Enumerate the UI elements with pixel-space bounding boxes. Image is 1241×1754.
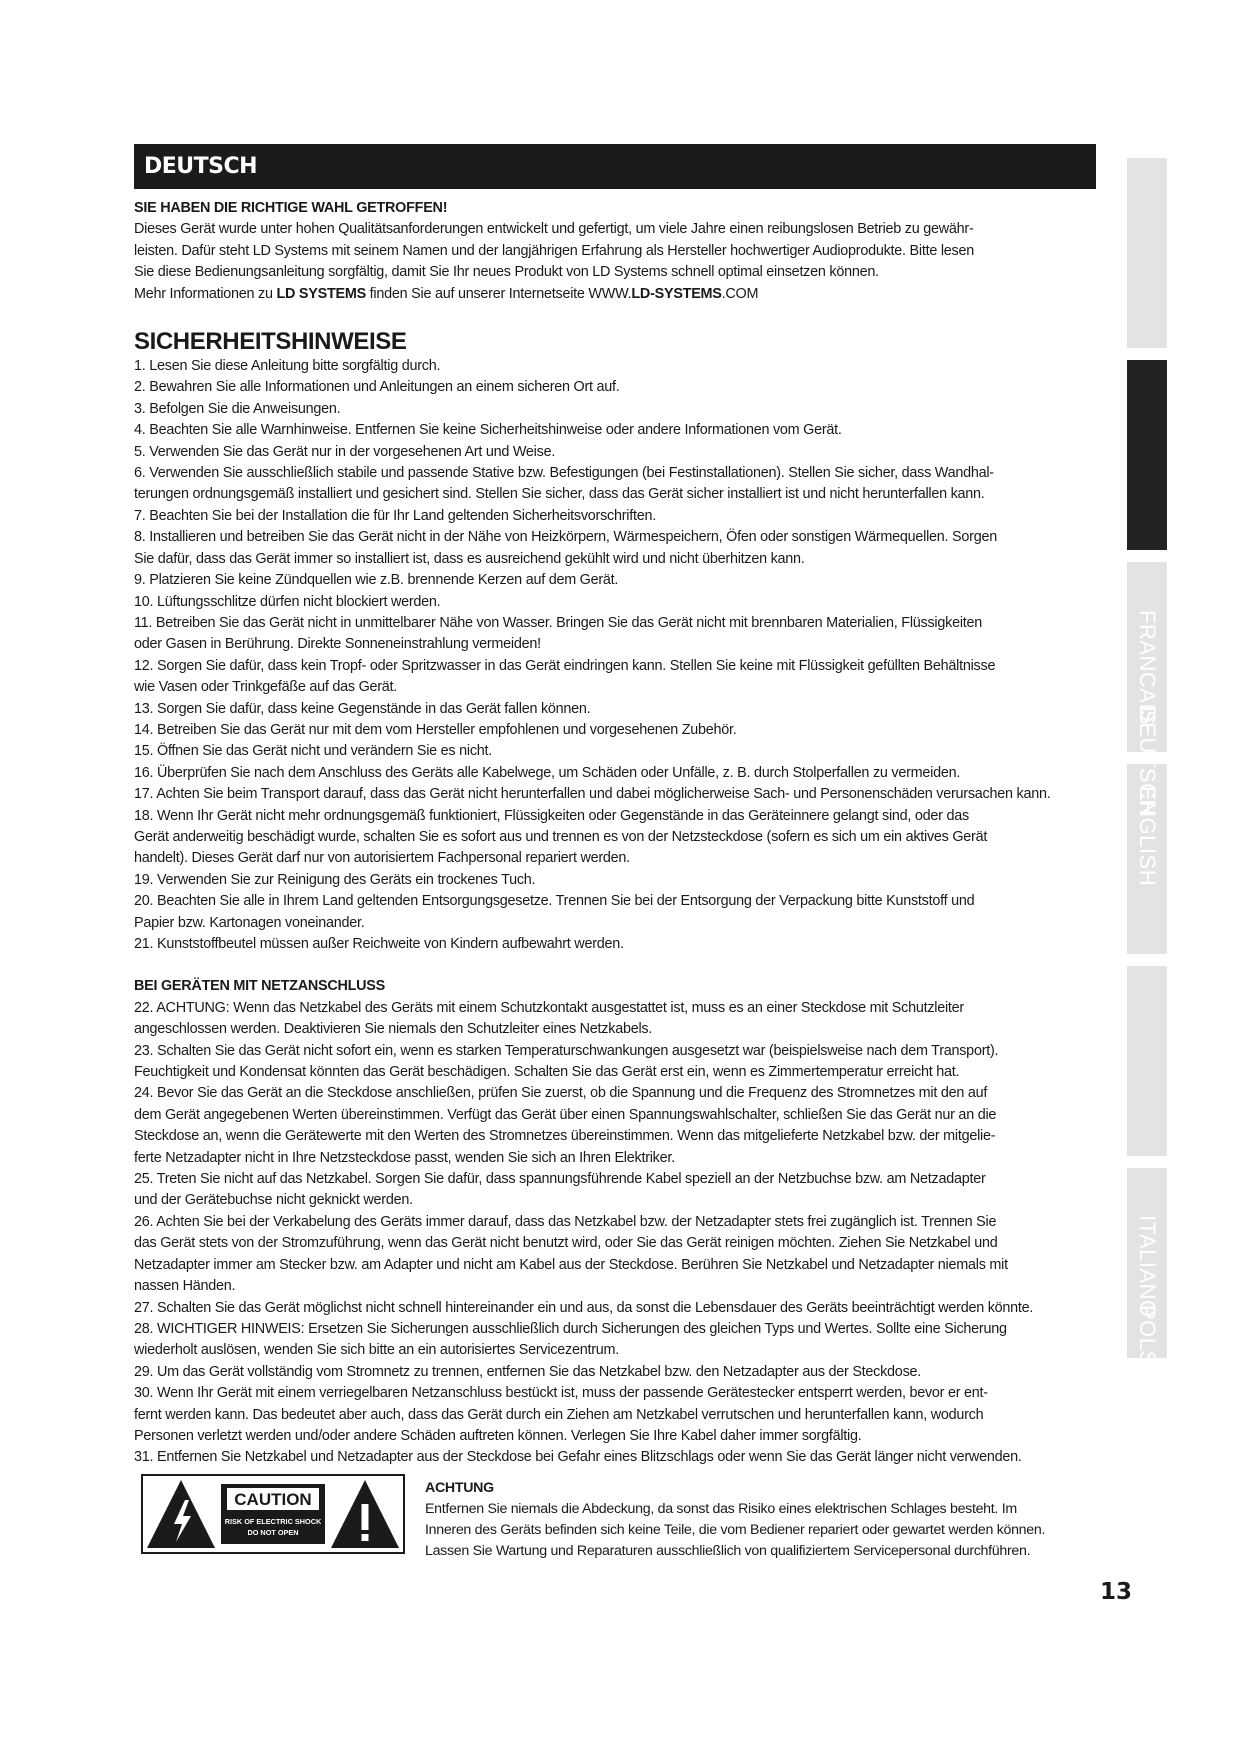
safety-line: 5. Verwenden Sie das Gerät nur in der vorgesehenen Art und Weise. — [134, 443, 556, 460]
mains-line: 31. Entfernen Sie Netzkabel und Netzadapter aus der Steckdose bei Gefahr eines Blitzschlags oder wenn Sie das Gerät länger nicht verwenden. — [134, 1449, 1022, 1466]
caution-line2: DO NOT OPEN — [247, 1528, 299, 1537]
safety-line: 11. Betreiben Sie das Gerät nicht in unmittelbarer Nähe von Wasser. Bringen Sie das Gerät nicht mit brennbaren Materialien, Flüssigkeiten — [134, 614, 983, 631]
safety-line: Gerät anderweitig beschädigt wurde, schalten Sie es sofort aus und trennen es von der Netzsteckdose (sofern es sich um ein aktives Gerät — [134, 828, 988, 845]
mains-line: wiederholt auslösen, wenden Sie sich bitte an ein autorisiertes Servicezentrum. — [134, 1342, 619, 1359]
caution-line1: RISK OF ELECTRIC SHOCK — [224, 1517, 322, 1526]
website-domain[interactable]: LD-SYSTEMS — [631, 285, 722, 302]
mains-line: 22. ACHTUNG: Wenn das Netzkabel des Geräts mit einem Schutzkontakt ausgestattet ist, muss es an einer Steckdose mit Schutzleiter — [134, 999, 964, 1016]
mains-line: und der Gerätebuchse nicht geknickt werden. — [134, 1192, 413, 1209]
safety-line: terungen ordnungsgemäß installiert und gesichert sind. Stellen Sie sicher, dass das Gerät sicher installiert ist und nicht herunterfallen kann. — [134, 486, 985, 503]
safety-line: 1. Lesen Sie diese Anleitung bitte sorgfältig durch. — [134, 358, 441, 375]
safety-line: 17. Achten Sie beim Transport darauf, dass das Gerät nicht herunterfallen und dabei möglicherweise Sach- und Personenschäden verursachen kann. — [134, 786, 1051, 803]
more-info-prefix: Mehr Informationen zu — [134, 285, 277, 302]
safety-line: oder Gasen in Berührung. Direkte Sonneneinstrahlung vermeiden! — [134, 636, 541, 653]
intro-paragraph — [134, 219, 1100, 305]
safety-line: 15. Öffnen Sie das Gerät nicht und verändern Sie es nicht. — [134, 743, 493, 760]
safety-line: Sie dafür, dass das Gerät immer so installiert ist, dass es ausreichend gekühlt wird und nicht überhitzen kann. — [134, 550, 805, 567]
safety-line: 4. Beachten Sie alle Warnhinweise. Entfernen Sie keine Sicherheitshinweise oder andere Informationen vom Gerät. — [134, 422, 842, 439]
language-header: DEUTSCH — [134, 144, 1096, 189]
mains-line: Netzadapter immer am Stecker bzw. am Adapter und nicht am Kabel aus der Steckdose. Berühren Sie Netzkabel und Netzadapter niemals mit — [134, 1256, 1008, 1273]
mains-line: 28. WICHTIGER HINWEIS: Ersetzen Sie Sicherungen ausschließlich durch Sicherungen des gleichen Typs und Wertes. Sollte eine Sicherung — [134, 1320, 1007, 1337]
mains-line: Personen verletzt werden und/oder andere Schäden auftreten können. Verlegen Sie Ihre Kabel daher immer sorgfältig. — [134, 1427, 862, 1444]
intro-heading: SIE HABEN DIE RICHTIGE WAHL GETROFFEN! — [134, 200, 448, 216]
achtung-heading: ACHTUNG — [425, 1480, 494, 1496]
intro-line: leisten. Dafür steht LD Systems mit seinem Namen und der langjährigen Erfahrung als Hersteller hochwertiger Audioprodukte. Bitte lesen — [134, 242, 974, 259]
safety-line: 19. Verwenden Sie zur Reinigung des Geräts ein trockenes Tuch. — [134, 871, 536, 888]
mains-line: Steckdose an, wenn die Gerätewerte mit den Werten des Stromnetzes übereinstimmen. Wenn das mitgelieferte Netzkabel bzw. der mitgelie- — [134, 1128, 996, 1145]
tab-deutsch[interactable] — [1127, 360, 1167, 550]
mains-line: 24. Bevor Sie das Gerät an die Steckdose anschließen, prüfen Sie zuerst, ob die Spannung und die Frequenz des Stromnetzes mit den auf — [134, 1085, 988, 1102]
tab-english[interactable] — [1127, 158, 1167, 348]
main-content — [134, 198, 1100, 1469]
mains-line: angeschlossen werden. Deaktivieren Sie niemals den Schutzleiter eines Netzkabels. — [134, 1021, 653, 1038]
safety-line: 12. Sorgen Sie dafür, dass kein Tropf- oder Spritzwasser in das Gerät eindringen kann. Stellen Sie keine mit Flüssigkeit gefüllten Behältnisse — [134, 657, 996, 674]
safety-line: 10. Lüftungsschlitze dürfen nicht blockiert werden. — [134, 593, 441, 610]
section-title-safety: SICHERHEITSHINWEISE — [134, 328, 407, 356]
achtung-block — [425, 1478, 1105, 1562]
mains-line: 26. Achten Sie bei der Verkabelung des Geräts immer darauf, dass das Netzkabel bzw. der Netzadapter stets frei zugänglich ist. Trennen Sie — [134, 1213, 997, 1230]
achtung-line: Lassen Sie Wartung und Reparaturen ausschließlich von qualifiziertem Servicepersonal durchführen. — [425, 1543, 1031, 1559]
safety-line: handelt). Dieses Gerät darf nur von autorisiertem Fachpersonal repariert werden. — [134, 850, 630, 867]
brand-name: LD SYSTEMS — [276, 285, 366, 302]
mains-line: 25. Treten Sie nicht auf das Netzkabel. Sorgen Sie dafür, dass spannungsführende Kabel speziell an der Netzbuchse bzw. am Netzadapter — [134, 1171, 986, 1188]
mains-line: fernt werden kann. Das bedeutet aber auch, dass das Gerät durch ein Ziehen am Netzkabel verrutschen und herunterfallen kann, wodurch — [134, 1406, 984, 1423]
mains-line: 30. Wenn Ihr Gerät mit einem verriegelbaren Netzanschluss bestückt ist, muss der passende Gerätestecker entsperrt werden, bevor er ent- — [134, 1385, 988, 1402]
safety-list — [134, 356, 1100, 955]
safety-line: 6. Verwenden Sie ausschließlich stabile und passende Stative bzw. Befestigungen (bei Festinstallationen). Stellen Sie sicher, dass Wandhal- — [134, 465, 994, 482]
mains-line: 27. Schalten Sie das Gerät möglichst nicht schnell hintereinander ein und aus, da sonst die Lebensdauer des Geräts beeinträchtigt werden könnte. — [134, 1299, 1034, 1316]
safety-line: 2. Bewahren Sie alle Informationen und Anleitungen an einem sicheren Ort auf. — [134, 379, 620, 396]
mains-list — [134, 998, 1100, 1469]
mains-line: das Gerät stets von der Stromzuführung, wenn das Gerät nicht benutzt wird, oder Sie das Gerät reinigen möchten. Ziehen Sie Netzkabel und — [134, 1235, 998, 1252]
safety-line: 21. Kunststoffbeutel müssen außer Reichweite von Kindern aufbewahrt werden. — [134, 936, 624, 952]
intro-line: Sie diese Bedienungsanleitung sorgfältig, damit Sie Ihr neues Produkt von LD Systems schnell optimal einsetzen können. — [134, 264, 879, 281]
intro-line: Dieses Gerät wurde unter hohen Qualitätsanforderungen entwickelt und gefertigt, um viele Jahre einen reibungslosen Betrieb zu gewähr- — [134, 221, 974, 238]
more-info-line — [134, 284, 1100, 305]
safety-line: 8. Installieren und betreiben Sie das Gerät nicht in der Nähe von Heizkörpern, Wärmespeichern, Öfen oder sonstigen Wärmequellen. Sorgen — [134, 529, 997, 546]
mains-line: 29. Um das Gerät vollständig vom Stromnetz zu trennen, entfernen Sie das Netzkabel bzw. den Netzadapter aus der Steckdose. — [134, 1363, 922, 1380]
achtung-line: Entfernen Sie niemals die Abdeckung, da sonst das Risiko eines elektrischen Schlages besteht. Im — [425, 1501, 1017, 1517]
safety-line: 13. Sorgen Sie dafür, dass keine Gegenstände in das Gerät fallen können. — [134, 700, 591, 717]
mains-heading: BEI GERÄTEN MIT NETZANSCHLUSS — [134, 978, 385, 995]
website-suffix: .COM — [721, 285, 759, 302]
safety-line: Papier bzw. Kartonagen voneinander. — [134, 914, 365, 931]
achtung-line: Inneren des Geräts befinden sich keine Teile, die vom Bediener repariert oder gewartet werden können. — [425, 1522, 1046, 1538]
mains-line: Feuchtigkeit und Kondensat könnten das Gerät beschädigen. Schalten Sie das Gerät erst ein, wenn es Zimmertemperatur erreicht hat. — [134, 1064, 960, 1081]
safety-line: 20. Beachten Sie alle in Ihrem Land geltenden Entsorgungsgesetze. Trennen Sie bei der Entsorgung der Verpackung bitte Kunststoff und — [134, 893, 975, 910]
safety-line: 3. Befolgen Sie die Anweisungen. — [134, 400, 341, 417]
caution-title: CAUTION — [234, 1490, 312, 1509]
page-number: 13 — [1099, 1579, 1132, 1605]
safety-line: 18. Wenn Ihr Gerät nicht mehr ordnungsgemäß funktioniert, Flüssigkeiten oder Gegenstände in das Geräteinnere gelangt sind, oder das — [134, 807, 969, 824]
more-info-mid: finden Sie auf unserer Internetseite WWW. — [365, 285, 632, 302]
safety-line: wie Vasen oder Trinkgefäße auf das Gerät. — [134, 679, 398, 696]
mains-line: nassen Händen. — [134, 1278, 236, 1295]
mains-line: ferte Netzadapter nicht in Ihre Netzsteckdose passt, wenden Sie sich an Ihren Elektriker. — [134, 1149, 675, 1166]
caution-label — [141, 1474, 405, 1554]
tab-polski[interactable] — [1127, 966, 1167, 1156]
mains-line: dem Gerät angegebenen Werten übereinstimmen. Verfügt das Gerät über einen Spannungswahlschalter, schließen Sie das Gerät nur an die — [134, 1106, 997, 1123]
safety-line: 16. Überprüfen Sie nach dem Anschluss des Geräts alle Kabelwege, um Schäden oder Unfälle, z. B. durch Stolperfallen zu vermeiden. — [134, 764, 961, 781]
safety-line: 14. Betreiben Sie das Gerät nur mit dem vom Hersteller empfohlenen und vorgesehenen Zubehör. — [134, 721, 737, 738]
mains-line: 23. Schalten Sie das Gerät nicht sofort ein, wenn es starken Temperaturschwankungen ausgesetzt war (beispielsweise nach dem Transport). — [134, 1042, 999, 1059]
safety-line: 9. Platzieren Sie keine Zündquellen wie z.B. brennende Kerzen auf dem Gerät. — [134, 572, 619, 589]
safety-line: 7. Beachten Sie bei der Installation die für Ihr Land geltenden Sicherheitsvorschriften. — [134, 507, 656, 524]
